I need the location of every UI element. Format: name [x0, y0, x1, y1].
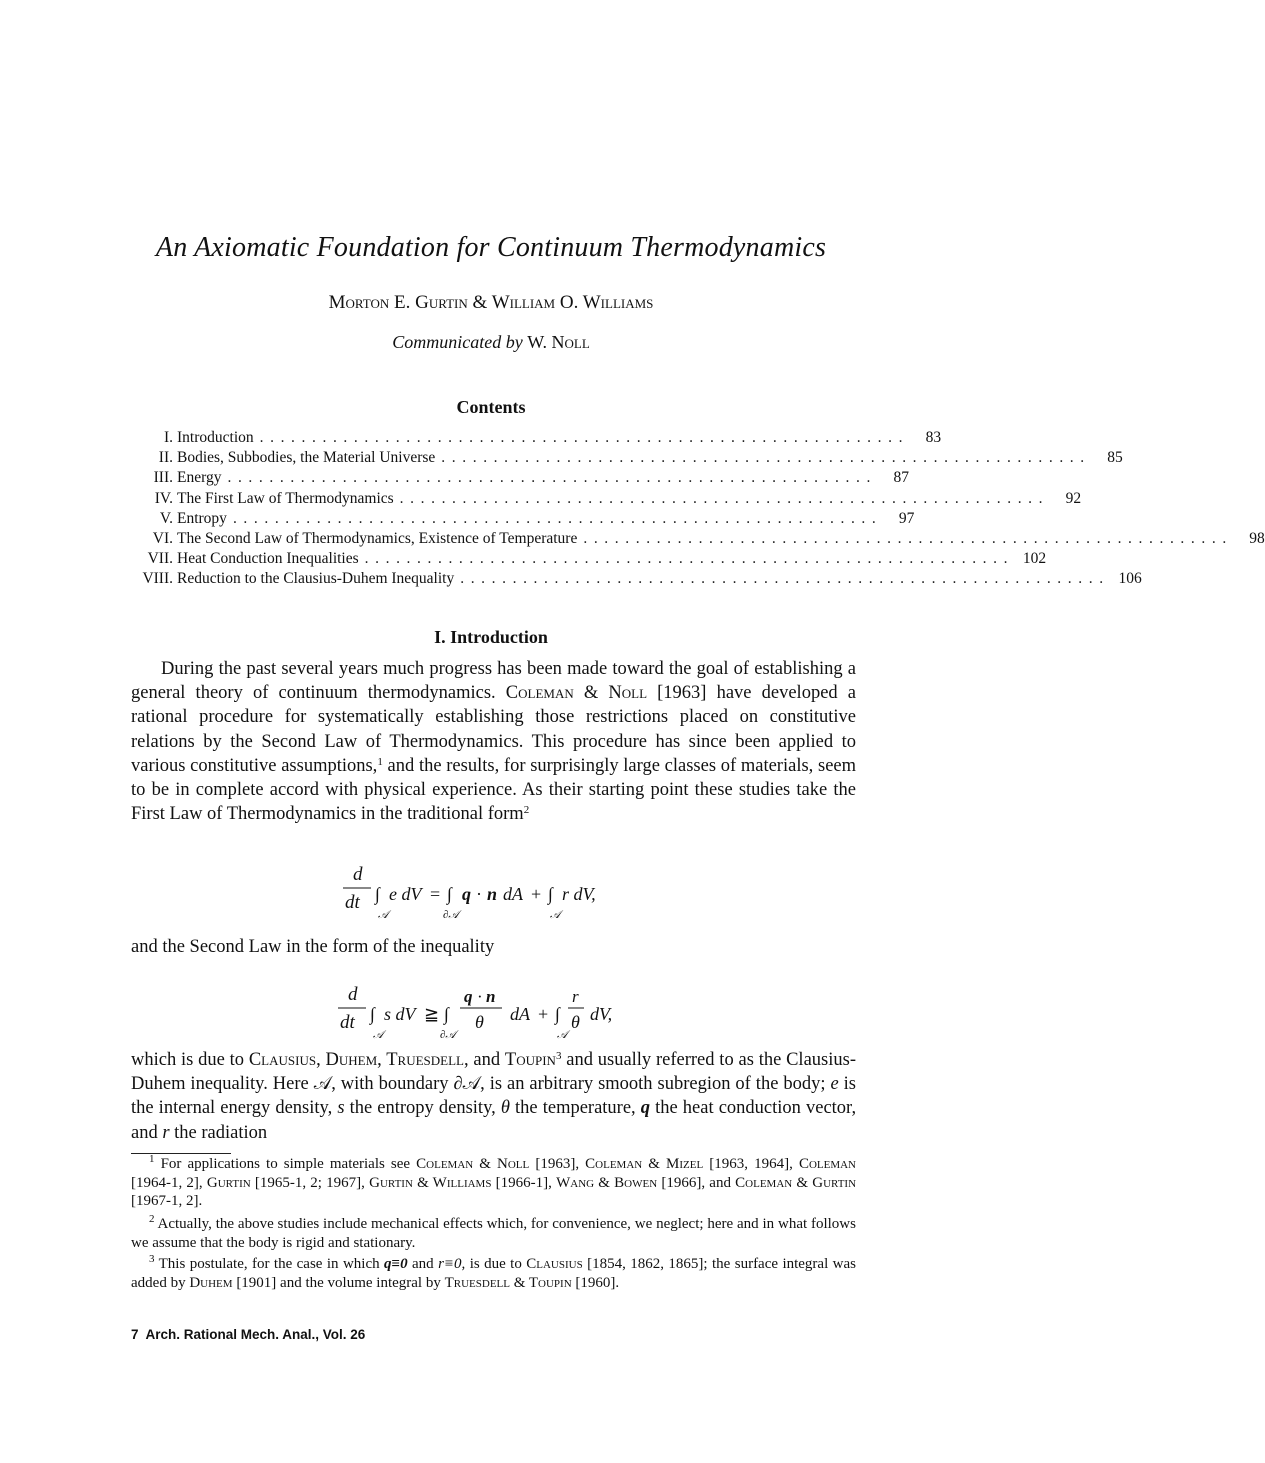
text-run: [1965-1, 2; 1967],	[254, 1174, 365, 1191]
first-law-equation	[0, 862, 982, 922]
toc-entry	[131, 469, 909, 489]
toc-entry	[131, 550, 1047, 570]
svg-text:dt: dt	[340, 1012, 355, 1033]
text-run: and usually referred to as the Clausius-Duhem inequality. Here 𝒜, with boundary ∂𝒜, is an arbitrary smooth subregion of the body;	[131, 1050, 856, 1095]
svg-text:∫: ∫	[375, 884, 380, 904]
svg-text:θ: θ	[571, 1012, 580, 1032]
toc-page: 98	[1249, 529, 1265, 547]
svg-text:q: q	[462, 884, 471, 904]
citation: Coleman & Mizel	[585, 1156, 704, 1172]
toc-title: Bodies, Subbodies, the Material Universe	[177, 449, 436, 467]
toc-page: 92	[1065, 489, 1082, 507]
toc-entry	[131, 529, 1265, 550]
svg-text:·: ·	[476, 884, 482, 904]
toc-title: The Second Law of Thermodynamics, Existence of Temperature	[177, 529, 578, 547]
symbol: e	[830, 1074, 839, 1095]
svg-text:dA: dA	[510, 1004, 530, 1024]
text-run: [1964-1, 2],	[131, 1174, 203, 1191]
svg-text:∂𝒜: ∂𝒜	[443, 909, 459, 921]
citation: Coleman	[798, 1156, 856, 1172]
text-run: [1963] have developed a rational procedure for systematically establishing those restrictions placed on constitutive relations by the Second Law of Thermodynamics. This procedure has since been applied to various constitutive assumptions,	[131, 683, 856, 776]
symbol: q≡0	[384, 1256, 408, 1272]
toc-title: The First Law of Thermodynamics	[177, 489, 394, 507]
toc-leader: ..............................................................	[583, 529, 1233, 547]
toc-entry	[131, 449, 1123, 469]
citation: Duhem	[189, 1274, 233, 1291]
citation: Toupin	[504, 1050, 556, 1070]
toc-page: 83	[925, 429, 942, 446]
communicator-name: W. Noll	[527, 332, 590, 352]
svg-text:r dV,: r dV,	[562, 884, 596, 904]
toc-number: IV.	[154, 489, 173, 507]
contents-heading: Contents	[456, 397, 526, 417]
citation: Coleman & Noll	[505, 683, 648, 704]
toc-leader: ..............................................................	[227, 469, 877, 487]
svg-text:d: d	[348, 984, 358, 1005]
toc-title: Energy	[177, 469, 222, 487]
citation: Clausius, Duhem, Truesdell,	[248, 1050, 469, 1070]
communicated-by	[0, 332, 982, 353]
text-run: [1967-1, 2].	[131, 1193, 203, 1209]
toc-number: VI.	[152, 529, 173, 547]
text-run: [1960].	[575, 1274, 620, 1291]
citation: Coleman & Gurtin	[735, 1174, 857, 1191]
svg-text:𝒜: 𝒜	[557, 1029, 568, 1041]
toc-leader: ..............................................................	[441, 449, 1091, 467]
table-of-contents	[131, 429, 1265, 591]
toc-leader: ..............................................................	[399, 489, 1050, 507]
svg-text:𝒜: 𝒜	[373, 1029, 384, 1041]
toc-entry	[131, 429, 942, 449]
second-law-inequality	[0, 980, 982, 1044]
footnote-number: 3	[149, 1253, 155, 1265]
citation: Truesdell & Toupin	[444, 1274, 572, 1291]
footnote-1	[131, 1155, 856, 1211]
symbol: r≡0,	[438, 1256, 466, 1272]
page-footer: 7 Arch. Rational Mech. Anal., Vol. 26	[131, 1327, 366, 1342]
text-run: the heat conduction vector, and	[131, 1098, 857, 1143]
text-run: This postulate, for the case in which	[158, 1256, 380, 1272]
toc-number: V.	[159, 509, 173, 527]
text-run: [1963, 1964],	[709, 1156, 793, 1172]
symbol: s	[337, 1098, 345, 1119]
svg-text:∂𝒜: ∂𝒜	[440, 1029, 456, 1041]
text-run: the entropy density,	[349, 1098, 496, 1119]
toc-number: II.	[158, 449, 173, 467]
toc-leader: ..............................................................	[460, 570, 1110, 588]
symbol: q	[640, 1098, 651, 1119]
footnote-divider	[131, 1153, 231, 1154]
text-run: [1854, 1862, 1865]; the surface integral was added by	[131, 1256, 856, 1291]
toc-number: VII.	[147, 550, 173, 568]
svg-text:d: d	[353, 864, 363, 885]
svg-text:e dV: e dV	[389, 884, 422, 904]
svg-text:+: +	[538, 1004, 549, 1024]
text-run: and	[473, 1050, 501, 1070]
svg-text:∫: ∫	[555, 1004, 560, 1024]
section-heading: I. Introduction	[434, 627, 548, 647]
toc-title: Heat Conduction Inequalities	[177, 550, 359, 568]
svg-text:𝒜: 𝒜	[550, 909, 561, 921]
citation: Wang & Bowen	[556, 1174, 658, 1191]
footnote-marker: 3	[555, 1050, 562, 1062]
paper-title: An Axiomatic Foundation for Continuum Thermodynamics	[155, 232, 827, 263]
toc-page: 87	[893, 469, 909, 487]
svg-text:s dV: s dV	[384, 1004, 416, 1024]
text-run: and	[411, 1256, 434, 1272]
symbol: r	[162, 1122, 170, 1143]
svg-text:∫: ∫	[548, 884, 553, 904]
toc-entry	[131, 509, 915, 530]
text-run: [1966], and	[661, 1174, 731, 1191]
intro-paragraph-3	[131, 1048, 856, 1145]
toc-title: Entropy	[177, 509, 227, 527]
footnote-marker: 1	[377, 755, 383, 768]
svg-text:dA: dA	[503, 884, 523, 904]
svg-text:q: q	[464, 987, 473, 1006]
footnote-2	[131, 1215, 856, 1252]
intro-paragraph-2: and the Second Law in the form of the inequality	[131, 937, 495, 957]
text-run: [1901] and the volume integral by	[236, 1274, 441, 1291]
svg-text:≧: ≧	[424, 1004, 440, 1024]
toc-leader: ..............................................................	[364, 550, 1015, 568]
intro-paragraph-1	[131, 657, 856, 826]
svg-text:r: r	[572, 987, 579, 1006]
text-run: the temperature,	[515, 1098, 636, 1119]
footnote-number: 1	[149, 1153, 155, 1165]
citation: Coleman & Noll	[416, 1156, 530, 1172]
citation: Gurtin	[206, 1174, 251, 1191]
svg-text:dV,: dV,	[590, 1004, 613, 1024]
svg-text:n: n	[487, 884, 498, 904]
text-run: For applications to simple materials see	[160, 1156, 411, 1172]
text-run: the radiation	[174, 1122, 268, 1143]
toc-entry	[131, 570, 1142, 590]
text-run: [1966-1],	[495, 1174, 552, 1191]
toc-page: 85	[1107, 449, 1123, 467]
svg-text:∫: ∫	[370, 1004, 375, 1024]
text-run: is due to	[469, 1256, 522, 1272]
toc-page: 102	[1022, 550, 1047, 568]
text-run: Actually, the above studies include mechanical effects which, for convenience, we neglect; here and in what follows we assume that the body is rigid and stationary.	[131, 1216, 856, 1251]
toc-title: Introduction	[177, 429, 254, 446]
svg-text:dt: dt	[345, 892, 360, 913]
text-run: which is due to	[131, 1050, 245, 1070]
symbol: θ	[500, 1098, 510, 1119]
svg-text:∫: ∫	[447, 884, 452, 904]
toc-number: III.	[153, 469, 173, 487]
toc-number: VIII.	[142, 570, 173, 588]
toc-entry	[131, 489, 1082, 510]
toc-number: I.	[163, 429, 173, 446]
citation: Gurtin & Williams	[369, 1174, 492, 1191]
svg-text:n: n	[486, 987, 496, 1006]
toc-leader: ..............................................................	[259, 429, 910, 446]
communicated-prefix: Communicated by	[392, 332, 523, 352]
text-run: is the internal energy density,	[131, 1074, 857, 1119]
svg-text:∫: ∫	[444, 1004, 449, 1024]
text-run: [1963],	[535, 1156, 580, 1172]
svg-text:=: =	[430, 884, 441, 904]
svg-text:·: ·	[477, 987, 483, 1006]
text-run: During the past several years much progress has been made toward the goal of establishing a general theory of continuum thermodynamics.	[131, 659, 856, 704]
footnote-3	[131, 1255, 856, 1292]
footnote-marker: 2	[523, 804, 530, 817]
toc-title: Reduction to the Clausius-Duhem Inequality	[177, 570, 455, 588]
svg-text:θ: θ	[475, 1012, 484, 1032]
toc-page: 97	[898, 509, 915, 527]
text-run: and the results, for surprisingly large classes of materials, seem to be in complete accord with physical experience. As their starting point these studies take the First Law of Thermodynamics in the traditional form	[131, 755, 857, 825]
svg-text:+: +	[531, 884, 542, 904]
toc-leader: ..............................................................	[232, 509, 883, 527]
toc-page: 106	[1118, 570, 1142, 588]
citation: Clausius	[526, 1256, 583, 1272]
footnote-number: 2	[149, 1213, 155, 1225]
paper-authors: Morton E. Gurtin & William O. Williams	[328, 292, 654, 313]
svg-text:𝒜: 𝒜	[378, 909, 389, 921]
